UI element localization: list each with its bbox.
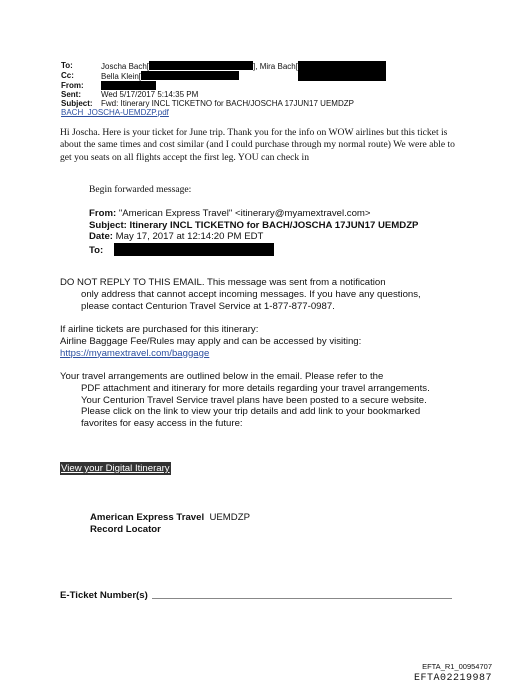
sent-label: Sent: (61, 90, 81, 99)
subject-value: Fwd: Itinerary INCL TICKETNO for BACH/JOSCHA 17JUN17 UEMDZP (101, 99, 354, 108)
no-reply-paragraph (60, 277, 440, 312)
digital-itinerary-link[interactable]: View your Digital Itinerary (61, 463, 170, 474)
amex-code: UEMDZP (209, 512, 250, 523)
footer-code-1: EFTA_R1_00954707 (422, 662, 492, 671)
no-reply-line-1: DO NOT REPLY TO THIS EMAIL. This message was sent from a notification (60, 277, 386, 288)
baggage-link[interactable]: https://myamextravel.com/baggage (60, 347, 210, 359)
amex-line (90, 512, 250, 524)
cc-recipient: Bella Klein[ (101, 72, 142, 81)
cc-value (101, 71, 239, 82)
forwarded-header (89, 208, 419, 256)
record-locator-label: Record Locator (90, 524, 161, 535)
baggage-paragraph (60, 324, 440, 359)
record-locator-block (90, 512, 250, 536)
forwarded-date-label: Date: (89, 231, 113, 243)
attachment-link[interactable]: BACH_JOSCHA-UEMDZP.pdf (61, 108, 169, 117)
forwarded-subject (89, 220, 419, 232)
travel-line-1: Your travel arrangements are outlined below in the email. Please refer to the (60, 371, 384, 382)
eticket-divider (152, 598, 452, 599)
redaction-box (114, 243, 274, 256)
redaction-box (149, 61, 253, 70)
redaction-box (298, 61, 386, 81)
redaction-box (101, 81, 156, 90)
intro-paragraph: Hi Joscha. Here is your ticket for June trip. Thank you for the info on WOW airlines but this ticket is about the same times and cost similar (and I could purchase through my normal route) We were able to get you seats on all flights accept the first leg. YOU can check in (60, 127, 455, 163)
forwarded-intro: Begin forwarded message: (89, 184, 192, 195)
eticket-label: E-Ticket Number(s) (60, 590, 148, 601)
sent-value: Wed 5/17/2017 5:14:35 PM (101, 90, 199, 99)
travel-rest: PDF attachment and itinerary for more details regarding your travel arrangements. Your Centurion Travel Service travel plans have been posted to a secure website. Please click on the link to view your trip details and add link to your bookmarked favorites for easy access in the future: (81, 382, 430, 430)
no-reply-rest: only address that cannot accept incoming messages. If you have any questions, please contact Centurion Travel Service at 1-877-877-0987. (81, 288, 421, 312)
forwarded-date-value: May 17, 2017 at 12:14:20 PM EDT (115, 231, 264, 243)
forwarded-to-label: To: (89, 244, 104, 256)
forwarded-subject-value: Itinerary INCL TICKETNO for BACH/JOSCHA 17JUN17 UEMDZP (129, 219, 419, 231)
forwarded-from-value: "American Express Travel" <itinerary@myamextravel.com> (118, 208, 371, 219)
baggage-line-2: Airline Baggage Fee/Rules may apply and can be accessed by visiting: (60, 335, 362, 347)
to-recipient-1: Joscha Bach[ (101, 62, 150, 71)
travel-arrangements-paragraph (60, 371, 430, 430)
subject-label: Subject: (61, 99, 93, 108)
baggage-line-1: If airline tickets are purchased for this itinerary: (60, 324, 259, 335)
to-label: To: (61, 61, 73, 70)
forwarded-date (89, 231, 419, 243)
redaction-box (141, 71, 239, 80)
cc-label: Cc: (61, 71, 74, 80)
from-label: From: (61, 81, 84, 90)
forwarded-to (89, 243, 419, 257)
forwarded-from (89, 208, 419, 220)
forwarded-from-label: From: (89, 208, 117, 219)
amex-name: American Express Travel (90, 512, 205, 523)
to-recipient-2: ], Mira Bach[ (253, 62, 298, 71)
footer-code-2: EFTA02219987 (413, 673, 492, 684)
forwarded-subject-label: Subject: (89, 219, 127, 231)
